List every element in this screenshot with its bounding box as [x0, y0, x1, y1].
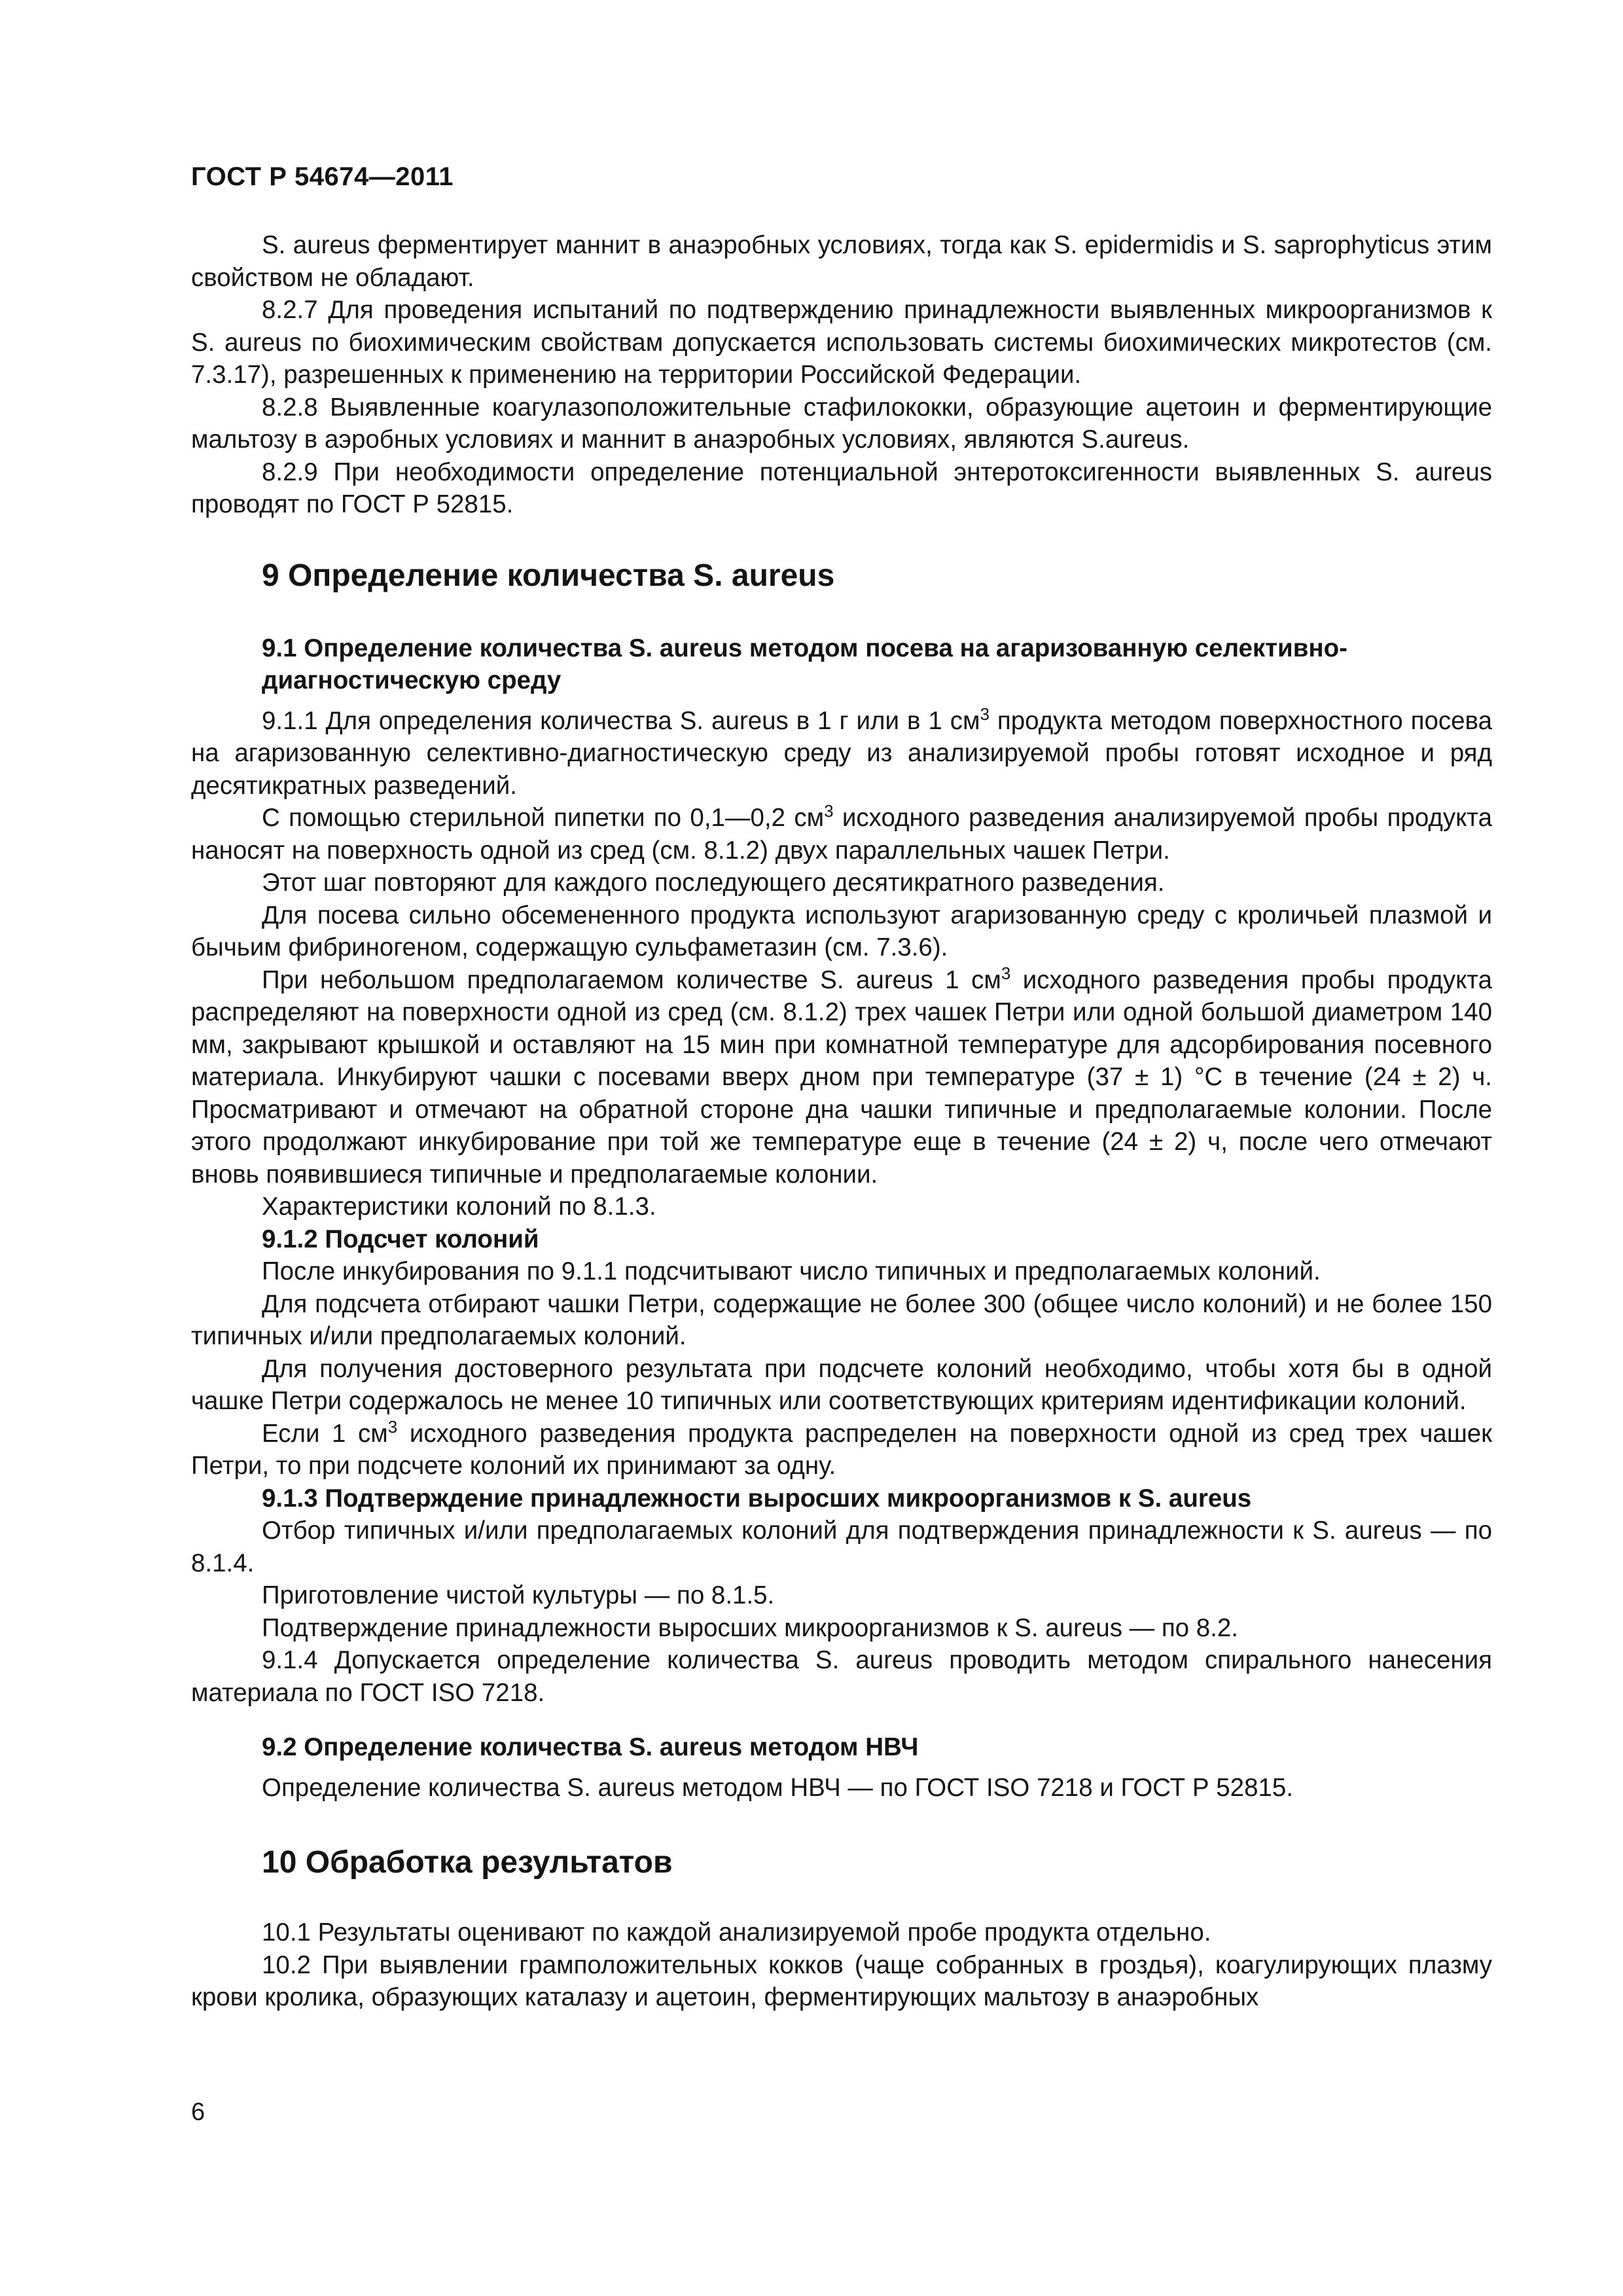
paragraph-9-1-2-3: Для получения достоверного результата при подсчете колоний необходимо, чтобы хотя бы в одной чашке Петри содержалось не менее 10 типичных или соответствующих критериям идентификации колоний. [191, 1354, 1492, 1415]
paragraph-9-2: Определение количества S. aureus методом НВЧ — по ГОСТ ISO 7218 и ГОСТ Р 52815. [262, 1773, 1294, 1802]
text-run: исходного разведения анализируемой пробы продукта наносят на поверхность одной из сред (см. 8.1.2) двух параллельных чашек Петри. [191, 804, 1492, 865]
paragraph-9-1-2-2: Для подсчета отбирают чашки Петри, содержащие не более 300 (общее число колоний) и не более 150 типичных и/или предполагаемых колоний. [191, 1289, 1492, 1350]
paragraph-9-1-3-2: Приготовление чистой культуры — по 8.1.5. [262, 1581, 775, 1609]
text-run: 9.1.1 Для определения количества S. aureus в 1 г или в 1 см [262, 706, 980, 735]
subsection-9-1-3-heading: 9.1.3 Подтверждение принадлежности выросших микроорганизмов к S. aureus [262, 1484, 1252, 1513]
superscript-3: 3 [1001, 963, 1011, 983]
subsection-9-1-2-heading: 9.1.2 Подсчет колоний [262, 1225, 539, 1253]
paragraph-9-1-2-4 [191, 1418, 1492, 1482]
text-run: исходного разведения продукта распределен на поверхности одной из сред трех чашек Петри, то при подсчете колоний их принимают за одну. [191, 1419, 1492, 1480]
paragraph-repeat: Этот шаг повторяют для каждого последующего десятикратного разведения. [262, 869, 1165, 897]
subsection-9-2-heading: 9.2 Определение количества S. aureus методом НВЧ [262, 1733, 919, 1761]
subsection-9-1-heading: 9.1 Определение количества S. aureus методом посева на агаризованную селективно-диагностическую среду [262, 634, 1347, 694]
text-run: исходного разведения пробы продукта распределяют на поверхности одной из сред (см. 8.1.2) трех чашек Петри или одной большой диаметром 140 мм, закрывают крышкой и оставляют на 15 мин при комнатной температуре для адсорбирования посевного материала. Инкубируют чашки с посевами вверх дном при температуре (37 ± 1) °C в течение (24 ± 2) ч. Просматривают и отмечают на обратной стороне дна чашки типичные и предполагаемые колонии. После этого продолжают инкубирование при той же температуре еще в течение (24 ± 2) ч, после чего отмечают вновь появившиеся типичные и предполагаемые колонии. [191, 965, 1492, 1189]
paragraph-8-2-7: 8.2.7 Для проведения испытаний по подтверждению принадлежности выявленных микроорганизмов к S. aureus по биохимическим свойствам допускается использовать системы биохимических микротестов (см. 7.3.17), разрешенных к применению на территории Российской Федерации. [191, 296, 1492, 389]
document-header-code: ГОСТ Р 54674—2011 [191, 162, 454, 191]
paragraph-9-1-3-3: Подтверждение принадлежности выросших микроорганизмов к S. aureus — по 8.2. [262, 1613, 1239, 1642]
section-9-heading: 9 Определение количества S. aureus [262, 558, 835, 593]
text-run: С помощью стерильной пипетки по 0,1—0,2 см [262, 804, 825, 832]
paragraph-colony-characteristics: Характеристики колоний по 8.1.3. [262, 1193, 656, 1221]
paragraph-pipette [191, 802, 1492, 867]
document-body [191, 229, 1492, 2014]
text-run: При небольшом предполагаемом количестве S. aureus 1 см [262, 965, 1001, 994]
paragraph-heavy-seeding: Для посева сильно обсемененного продукта используют агаризованную среду с кроличьей плазмой и бычьим фибриногеном, содержащую сульфаметазин (см. 7.3.6). [191, 901, 1492, 961]
paragraph-10-1: 10.1 Результаты оценивают по каждой анализируемой пробе продукта отдельно. [262, 1918, 1211, 1946]
text-run: продукта методом поверхностного посева на агаризованную селективно-диагностическую среду из анализируемой пробы готовят исходное и ряд десятикратных разведений. [191, 706, 1492, 800]
paragraph-9-1-1 [191, 705, 1492, 802]
paragraph-8-2-9: 8.2.9 При необходимости определение потенциальной энтеротоксигенности выявленных S. aureus проводят по ГОСТ Р 52815. [191, 457, 1492, 518]
text-run: Если 1 см [262, 1419, 388, 1448]
paragraph-9-1-2-1: После инкубирования по 9.1.1 подсчитывают число типичных и предполагаемых колоний. [262, 1257, 1321, 1285]
paragraph-small-count [191, 964, 1492, 1191]
superscript-3: 3 [824, 801, 834, 821]
paragraph-intro: S. aureus ферментирует маннит в анаэробных условиях, тогда как S. epidermidis и S. saprophyticus этим свойством не обладают. [191, 231, 1492, 292]
paragraph-10-2: 10.2 При выявлении грамположительных кокков (чаще собранных в гроздья), коагулирующих плазму крови кролика, образующих каталазу и ацетоин, ферментирующих мальтозу в анаэробных [191, 1950, 1492, 2011]
superscript-3: 3 [980, 704, 990, 724]
paragraph-9-1-3-1: Отбор типичных и/или предполагаемых колоний для подтверждения принадлежности к S. aureus — по 8.1.4. [191, 1516, 1492, 1577]
page-number: 6 [191, 2098, 205, 2126]
paragraph-8-2-8: 8.2.8 Выявленные коагулазоположительные стафилококки, образующие ацетоин и ферментирующие мальтозу в аэробных условиях и маннит в анаэробных условиях, являются S.aureus. [191, 393, 1492, 454]
paragraph-9-1-4: 9.1.4 Допускается определение количества S. aureus проводить методом спирального нанесения материала по ГОСТ ISO 7218. [191, 1646, 1492, 1707]
superscript-3: 3 [387, 1416, 398, 1437]
section-10-heading: 10 Обработка результатов [262, 1845, 673, 1880]
